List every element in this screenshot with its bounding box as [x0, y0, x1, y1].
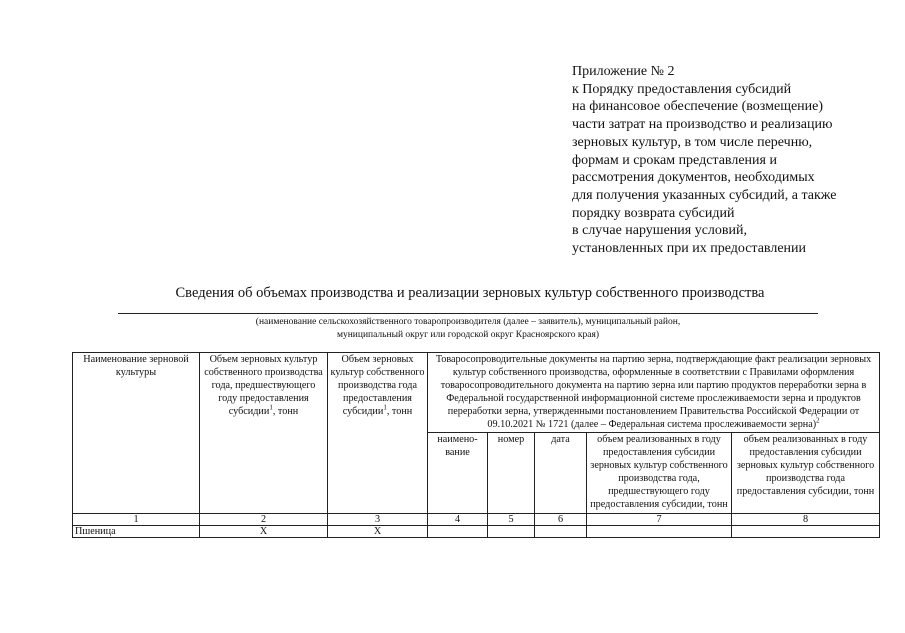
appendix-line: порядку возврата субсидий — [572, 205, 735, 221]
column-number: 2 — [200, 513, 328, 525]
appendix-line: к Порядку предоставления субсидий — [572, 81, 792, 97]
column-number-row — [73, 513, 880, 525]
applicant-caption — [118, 316, 818, 341]
appendix-block — [572, 63, 882, 258]
column-number: 5 — [488, 513, 535, 525]
header-volume-prev-year: Объем зерновых культур собственного производства года, предшествующего году предоставления субсидии$^1$, тонн — [200, 353, 328, 514]
sold-curr-cell — [732, 525, 880, 537]
header-volume-curr-year: Объем зерновых культур собственного производства года предоставления субсидии$^1$, тонн — [328, 353, 428, 514]
crop-name-cell: Пшеница — [73, 525, 200, 537]
table-header-row — [73, 353, 880, 433]
appendix-line: части затрат на производство и реализацию — [572, 117, 833, 133]
subheader-sold-curr: объем реализованных в году предоставления субсидии зерновых культур собственного производства года предоставления субсидии, тонн — [732, 433, 880, 513]
header-crop-name: Наименование зерновой культуры — [73, 353, 200, 514]
document-title: Сведения об объемах производства и реализации зерновых культур собственного производства — [175, 285, 765, 301]
doc-number-cell — [488, 525, 535, 537]
doc-name-cell — [428, 525, 488, 537]
column-number: 6 — [535, 513, 587, 525]
subheader-name: наимено-вание — [428, 433, 488, 513]
doc-date-cell — [535, 525, 587, 537]
appendix-line: зерновых культур, в том числе перечню, — [572, 134, 813, 150]
subheader-sold-prev: объем реализованных в году предоставления субсидии зерновых культур собственного производства года, предшествующего году предоставления субсидии, тонн — [587, 433, 732, 513]
caption-line-1: (наименование сельскохозяйственного товаропроизводителя (далее – заявитель), муниципальный район, — [255, 317, 681, 327]
appendix-line: формам и срокам представления и — [572, 152, 777, 168]
footnote-mark: 2 — [816, 416, 820, 425]
volumes-table — [72, 352, 880, 538]
volume-prev-cell: Х — [200, 525, 328, 537]
appendix-line: рассмотрения документов, необходимых — [572, 170, 815, 186]
subheader-number: номер — [488, 433, 535, 513]
footnote-mark: 1 — [383, 403, 387, 412]
column-number: 7 — [587, 513, 732, 525]
caption-line-2: муниципальный округ или городской округ Красноярского края) — [336, 329, 600, 340]
applicant-name-line — [118, 313, 818, 314]
column-number: 4 — [428, 513, 488, 525]
appendix-line: на финансовое обеспечение (возмещение) — [572, 99, 824, 115]
header-shipping-documents: Товаросопроводительные документы на партию зерна, подтверждающие факт реализации зерновых культур собственного производства, оформленные в соответствии с Правилами оформления товаросопроводительного документа на партию зерна или партию продуктов переработки зерна в Федеральной государственной информационной системе прослеживаемости зерна и продуктов переработки зерна, утвержденными постановлением Правительства Российской Федерации от 09.10.2021 № 1721 (далее – Федеральная система прослеживаемости зерна)$^2$ — [428, 353, 880, 433]
appendix-line: Приложение № 2 — [572, 64, 675, 79]
appendix-line: в случае нарушения условий, — [572, 223, 748, 239]
table-row — [73, 525, 880, 537]
sold-prev-cell — [587, 525, 732, 537]
appendix-line: установленных при их предоставлении — [572, 241, 807, 257]
appendix-line: для получения указанных субсидий, а также — [572, 187, 837, 203]
column-number: 1 — [73, 513, 200, 525]
volume-curr-cell: Х — [328, 525, 428, 537]
column-number: 3 — [328, 513, 428, 525]
subheader-date: дата — [535, 433, 587, 513]
footnote-mark: 1 — [269, 403, 273, 412]
column-number: 8 — [732, 513, 880, 525]
